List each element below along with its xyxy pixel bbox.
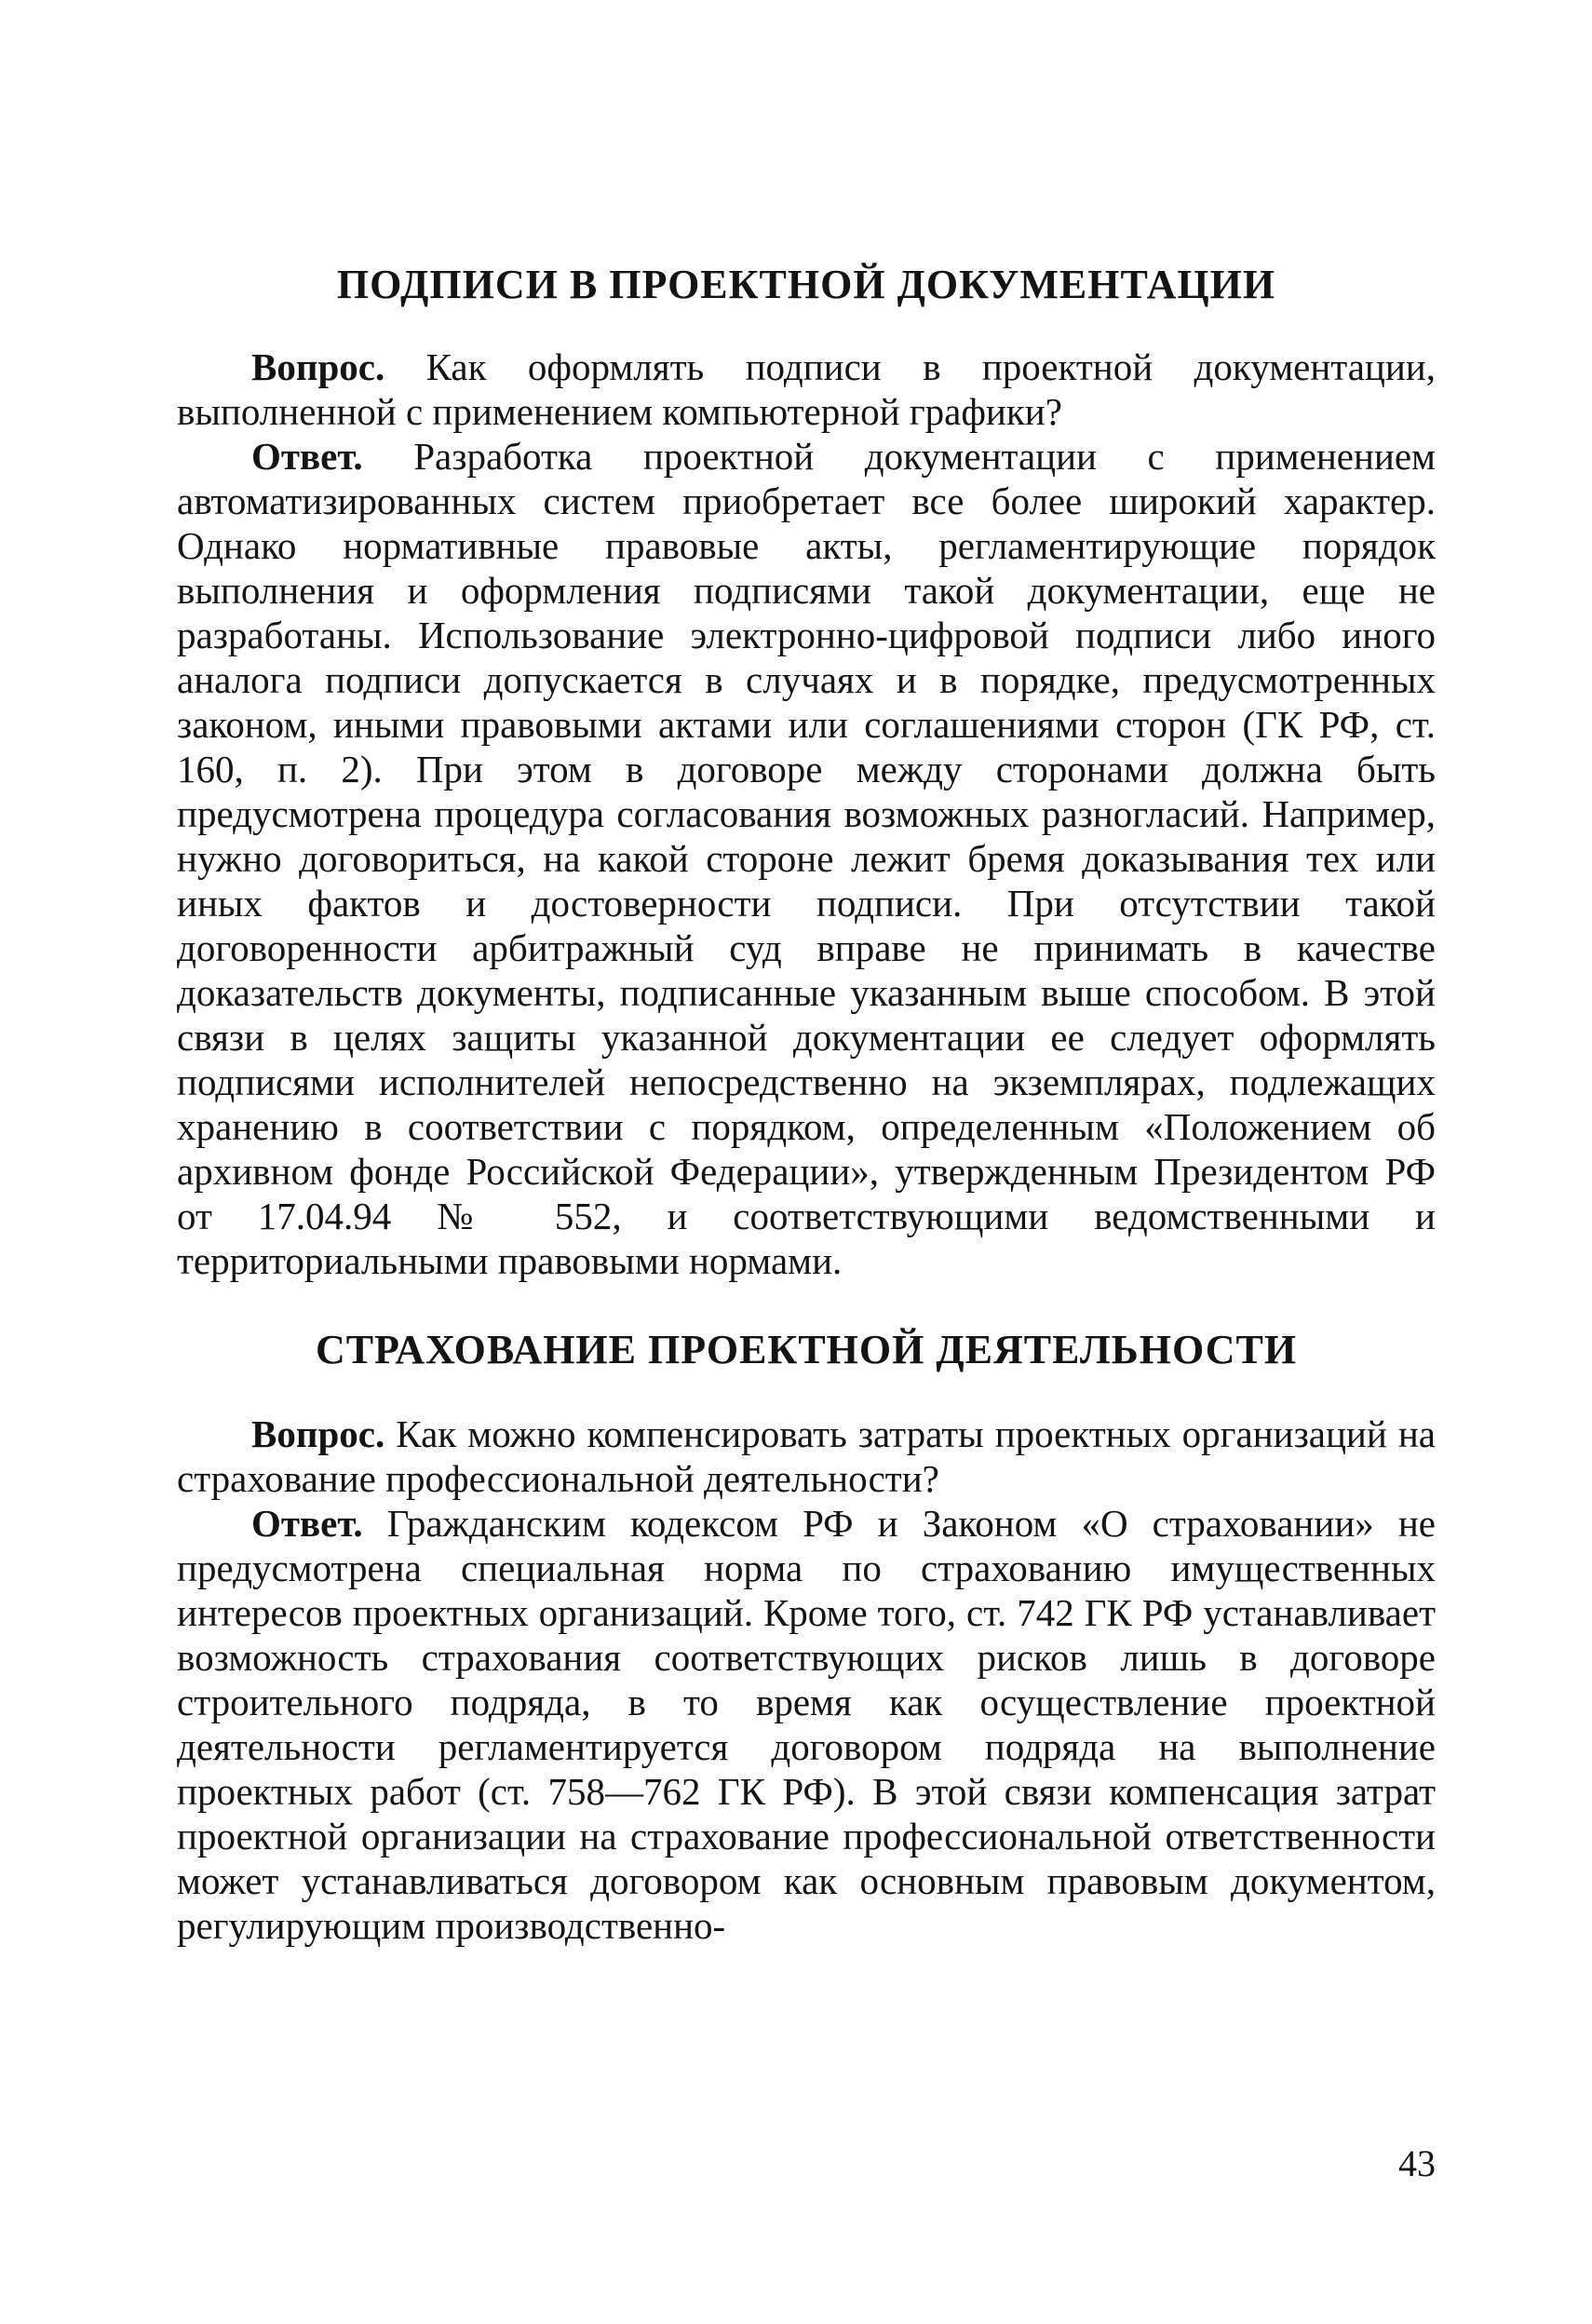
text-column xyxy=(177,259,1436,1948)
answer-label: Ответ. xyxy=(251,1502,363,1545)
section-title-signatures: ПОДПИСИ В ПРОЕКТНОЙ ДОКУМЕНТАЦИИ xyxy=(336,262,1276,307)
page-number: 43 xyxy=(1398,2142,1436,2184)
answer-label: Ответ. xyxy=(251,435,363,478)
question-label: Вопрос. xyxy=(251,1412,385,1455)
answer-text: Разработка проектной документации с применением автоматизированных систем приобретает все более широкий характер. Однако нормативные правовые акты, регламентирующие порядок выполнения и оформления подписями такой документации, еще не разработаны. Использование электронно-цифровой подписи либо иного аналога подписи допускается в случаях и в порядке, предусмотренных законом, иными правовыми актами или соглашениями сторон (ГК РФ, ст. 160, п. 2). При этом в договоре между сторонами должна быть предусмотрена процедура согласования возможных разногласий. Например, нужно договориться, на какой стороне лежит бремя доказывания тех или иных фактов и достоверности подписи. При отсутствии такой договоренности арбитражный суд вправе не принимать в качестве доказательств документы, подписанные указанным выше способом. В этой связи в целях защиты указанной документации ее следует оформлять подписями исполнителей непосредственно на экземплярах, подлежащих хранению в соответствии с порядком, определенным «Положением об архивном фонде Российской Федерации», утвержденным Президентом РФ от 17.04.94 № 552, и соответствующими ведомственными и территориальными правовыми нормами. xyxy=(177,435,1436,1282)
question-text: Как можно компенсировать затраты проектных организаций на страхование профессиональной деятельности? xyxy=(177,1412,1436,1500)
question-paragraph-insurance xyxy=(177,1412,1436,1501)
answer-paragraph-insurance xyxy=(177,1501,1436,1948)
question-label: Вопрос. xyxy=(251,345,385,388)
question-paragraph-signatures xyxy=(177,345,1436,434)
question-text: Как оформлять подписи в проектной документации, выполненной с применением компьютерной графики? xyxy=(177,345,1436,433)
section-title-insurance: СТРАХОВАНИЕ ПРОЕКТНОЙ ДЕЯТЕЛЬНОСТИ xyxy=(315,1327,1298,1372)
answer-paragraph-signatures xyxy=(177,434,1436,1283)
answer-text: Гражданским кодексом РФ и Законом «О страховании» не предусмотрена специальная норма по страхованию имущественных интересов проектных организаций. Кроме того, ст. 742 ГК РФ устанавливает возможность страхования соответствующих рисков лишь в договоре строительного подряда, в то время как осуществление проектной деятельности регламентируется договором подряда на выполнение проектных работ (ст. 758—762 ГК РФ). В этой связи компенсация затрат проектной организации на страхование профессиональной ответственности может устанавливаться договором как основным правовым документом, регулирующим производственно- xyxy=(177,1502,1436,1947)
